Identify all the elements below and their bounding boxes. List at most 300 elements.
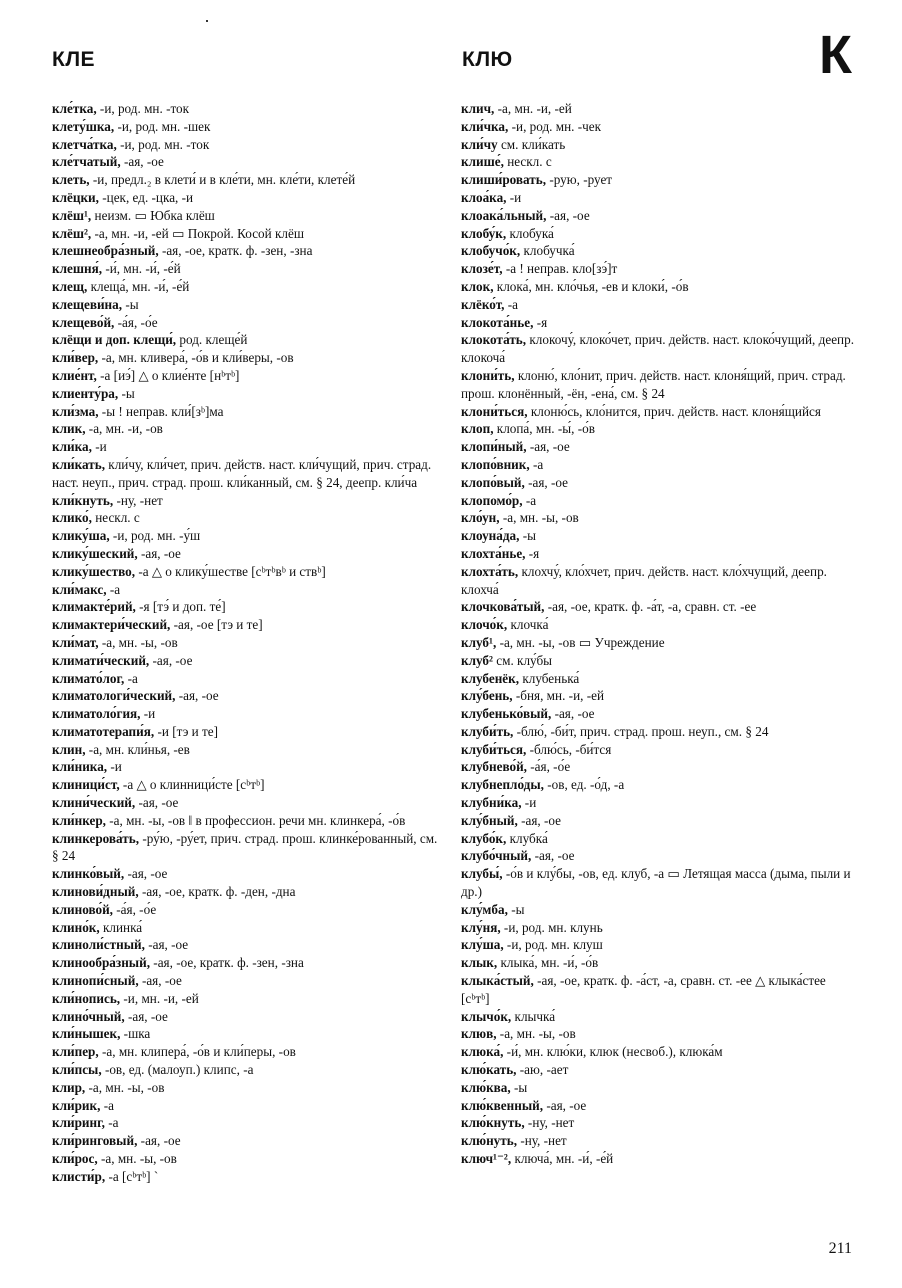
- dictionary-entry: [461, 563, 854, 599]
- right-column: [461, 100, 854, 1168]
- dictionary-entry: [461, 403, 854, 421]
- headword: клету́шка,: [52, 118, 115, 134]
- headword: клычо́к,: [461, 1008, 512, 1024]
- headword: клещеви́на,: [52, 296, 123, 312]
- entry-body: -а △ о клику́шестве [сᵇтᵇвᵇ и ствᵇ]: [135, 563, 326, 579]
- dictionary-entry: [461, 776, 854, 794]
- entry-body: -а: [522, 492, 537, 508]
- headword: кли́нкер,: [52, 812, 106, 828]
- headword: клинопи́сный,: [52, 973, 139, 989]
- dictionary-entry: [461, 901, 854, 919]
- dictionary-entry: [52, 954, 440, 972]
- entry-body: клычка́: [511, 1008, 556, 1024]
- entry-body: -а, мн. -ы, -ов: [98, 634, 178, 650]
- dictionary-entry: [461, 242, 854, 260]
- entry-body: -ая, -ое: [526, 439, 570, 455]
- dictionary-entry: [461, 171, 854, 189]
- entry-body: -и, род. мн. -шек: [114, 118, 211, 134]
- dictionary-entry: [52, 527, 440, 545]
- entry-body: -ы: [507, 901, 525, 917]
- headword: кли́макс,: [52, 581, 107, 597]
- headword: климатологи́ческий,: [52, 688, 176, 704]
- speck: [206, 20, 208, 22]
- entry-body: -о́в и клу́бы, -ов, ед. клуб, -а ▭ Летящая масса (дыма, пыли и др.): [461, 866, 851, 900]
- dictionary-entry: [52, 936, 440, 954]
- dictionary-entry: [52, 100, 440, 118]
- dictionary-entry: [52, 919, 440, 937]
- entry-body: ключа́, мн. -и́, -е́й: [511, 1151, 614, 1167]
- dictionary-entry: [52, 492, 440, 510]
- headword: клокота́нье,: [461, 314, 534, 330]
- dictionary-entry: [52, 207, 440, 225]
- page-number: 211: [828, 1240, 852, 1257]
- entry-body: см. клу́бы: [492, 652, 553, 668]
- headword: клочо́к,: [461, 617, 508, 633]
- running-head-right: КЛЮ: [462, 48, 513, 71]
- entry-body: клохчу́, кло́хчет, прич. действ. наст. кло́хчущий, деепр. клохча́: [461, 563, 827, 597]
- headword: клиенту́ра,: [52, 385, 119, 401]
- headword: клю́квенный,: [461, 1097, 544, 1113]
- entry-body: -ая, -ое: [124, 866, 168, 882]
- headword: кли́пер,: [52, 1044, 99, 1060]
- headword: клише́,: [461, 154, 504, 170]
- entry-body: род. клеще́й: [176, 332, 248, 348]
- headword: клуби́ться,: [461, 741, 527, 757]
- entry-body: -а, мн. -ы, -ов ▭ Учреждение: [496, 634, 665, 650]
- entry-body: -шка: [120, 1026, 151, 1042]
- dictionary-entry: [52, 634, 440, 652]
- headword: клёцки,: [52, 189, 99, 205]
- headword: клуби́ть,: [461, 723, 514, 739]
- headword: клыка́стый,: [461, 973, 534, 989]
- headword: клу́мба,: [461, 901, 508, 917]
- headword: клик,: [52, 421, 86, 437]
- entry-body: -и, род. мн. -ток: [96, 101, 190, 116]
- headword: кли́мат,: [52, 634, 99, 650]
- dictionary-entry: [52, 883, 440, 901]
- dictionary-entry: [52, 385, 440, 403]
- entry-body: -аю, -ает: [516, 1062, 569, 1078]
- headword: кли́ника,: [52, 759, 108, 775]
- entry-body: -а ! неправ. кло[зэ́]т: [502, 261, 618, 277]
- entry-body: -ая, -ое: [551, 706, 595, 722]
- entry-body: -ая, -ое: [149, 652, 193, 668]
- entry-body: -а [сᵇтᵇ] `: [105, 1168, 159, 1184]
- headword: клю́кнуть,: [461, 1115, 525, 1131]
- entry-body: -ру́ю, -ру́ет, прич. страд. прош. клинке́рованный, см. § 24: [52, 830, 438, 864]
- dictionary-entry: [52, 972, 440, 990]
- dictionary-entry: [52, 1114, 440, 1132]
- dictionary-entry: [461, 314, 854, 332]
- headword: клино́к,: [52, 919, 100, 935]
- dictionary-entry: [461, 474, 854, 492]
- headword: клозе́т,: [461, 261, 503, 277]
- entry-body: клокочу́, клоко́чет, прич. действ. наст. клоко́чущий, деепр. клокоча́: [461, 332, 855, 366]
- headword: клю́нуть,: [461, 1133, 518, 1149]
- dictionary-entry: [52, 598, 440, 616]
- headword: клинкерова́ть,: [52, 830, 140, 846]
- entry-body: -ая, -ое [тэ и те]: [170, 617, 263, 633]
- dictionary-entry: [52, 670, 440, 688]
- entry-body: клобука́: [506, 225, 554, 241]
- dictionary-entry: [461, 758, 854, 776]
- dictionary-entry: [52, 438, 440, 456]
- entry-body: -ая, -ое: [546, 207, 590, 223]
- dictionary-entry: [461, 527, 854, 545]
- dictionary-entry: [52, 1097, 440, 1115]
- headword: клоака́льный,: [461, 207, 547, 223]
- dictionary-entry: [461, 438, 854, 456]
- headword: клино́чный,: [52, 1008, 125, 1024]
- entry-body: -ая, -ое: [531, 848, 575, 864]
- headword: клу́ша,: [461, 937, 504, 953]
- entry-body: -ая, -ое, кратк. ф. -зен, -зна: [150, 955, 304, 971]
- entry-body: -а, мн. -и, -ей ▭ Покрой. Косой клёш: [91, 225, 304, 241]
- headword: клубнепло́ды,: [461, 777, 544, 793]
- dictionary-entry: [461, 670, 854, 688]
- entry-body: -ну, -нет: [113, 492, 163, 508]
- headword: клони́ть,: [461, 367, 515, 383]
- headword: клок,: [461, 278, 494, 294]
- dictionary-entry: [52, 1079, 440, 1097]
- entry-body: -а: [104, 1115, 119, 1131]
- dictionary-entry: [461, 812, 854, 830]
- headword: клык,: [461, 955, 498, 971]
- entry-body: клобучка́: [520, 243, 575, 259]
- dictionary-entry: [52, 296, 440, 314]
- headword: кли́вер,: [52, 350, 99, 366]
- dictionary-entry: [461, 278, 854, 296]
- dictionary-entry: [461, 509, 854, 527]
- dictionary-entry: [52, 652, 440, 670]
- headword: клеть,: [52, 172, 90, 188]
- entry-body: клубенька́: [519, 670, 580, 686]
- headword: кле́тчатый,: [52, 154, 121, 170]
- headword: клич,: [461, 101, 495, 116]
- headword: клику́шеский,: [52, 545, 138, 561]
- headword: клёщи и доп. клещи́,: [52, 332, 177, 348]
- headword: клубенько́вый,: [461, 706, 552, 722]
- section-letter: К: [819, 25, 852, 85]
- entry-body: -а, мн. -ы, -ов: [496, 1026, 576, 1042]
- dictionary-entry: [52, 616, 440, 634]
- dictionary-entry: [461, 972, 854, 1008]
- entry-body: -а́я, -о́е: [112, 901, 157, 917]
- entry-body: -а, мн. кли́нья, -ев: [85, 741, 190, 757]
- dictionary-entry: [461, 954, 854, 972]
- headword: кли́ка,: [52, 439, 92, 455]
- entry-body: -а: [100, 1097, 114, 1113]
- entry-body: -ая, -ое: [137, 1133, 181, 1149]
- left-column: [52, 100, 440, 1186]
- dictionary-entry: [461, 331, 854, 367]
- dictionary-entry: [461, 865, 854, 901]
- entry-body: клочка́: [507, 617, 549, 633]
- headword: клиници́ст,: [52, 777, 120, 793]
- headword: кли́ринговый,: [52, 1133, 138, 1149]
- headword: клику́ша,: [52, 528, 110, 544]
- headword: клопо́вый,: [461, 474, 525, 490]
- dictionary-entry: [461, 616, 854, 634]
- headword: кли́нопись,: [52, 990, 121, 1006]
- dictionary-entry: [461, 687, 854, 705]
- entry-body: -и́, мн. клю́ки, клюк (несвоб.), клюка́м: [503, 1044, 723, 1060]
- dictionary-entry: [52, 990, 440, 1008]
- dictionary-entry: [461, 260, 854, 278]
- headword: климатотерапи́я,: [52, 723, 155, 739]
- headword: клещ,: [52, 278, 88, 294]
- entry-body: -и: [91, 439, 107, 455]
- dictionary-entry: [461, 296, 854, 314]
- headword: клу́бень,: [461, 688, 513, 704]
- entry-body: -ы: [510, 1079, 528, 1095]
- headword: клоуна́да,: [461, 528, 520, 544]
- dictionary-entry: [52, 812, 440, 830]
- dictionary-entry: [461, 794, 854, 812]
- dictionary-entry: [461, 136, 854, 154]
- entry-body: см. кли́кать: [497, 136, 566, 152]
- entry-body: -блю́, -би́т, прич. страд. прош. неуп., см. § 24: [513, 723, 769, 739]
- entry-body: -цек, ед. -цка, -и: [98, 189, 194, 205]
- entry-body: -и: [107, 759, 122, 775]
- dictionary-entry: [52, 118, 440, 136]
- dictionary-entry: [461, 741, 854, 759]
- dictionary-entry: [52, 563, 440, 581]
- entry-body: -ая, -ое: [517, 812, 562, 828]
- dictionary-entry: [52, 420, 440, 438]
- entry-body: клинка́: [99, 919, 143, 935]
- headword: клир,: [52, 1079, 86, 1095]
- headword: клуб¹,: [461, 634, 497, 650]
- dictionary-entry: [52, 189, 440, 207]
- headword: клешнеобра́зный,: [52, 243, 159, 259]
- headword: клоа́ка,: [461, 189, 507, 205]
- headword: клин,: [52, 741, 86, 757]
- headword: кли́кнуть,: [52, 492, 114, 508]
- entry-body: -а, мн. -ы, -ов: [97, 1151, 177, 1167]
- dictionary-entry: [52, 794, 440, 812]
- entry-body: -а, мн. -и, -ов: [85, 421, 163, 437]
- headword: клещево́й,: [52, 314, 115, 330]
- headword: клубо́к,: [461, 830, 507, 846]
- headword: клисти́р,: [52, 1168, 106, 1184]
- dictionary-entry: [52, 1025, 440, 1043]
- headword: клюв,: [461, 1026, 497, 1042]
- dictionary-entry: [52, 456, 440, 492]
- headword: клю́кать,: [461, 1062, 517, 1078]
- headword: климати́ческий,: [52, 652, 150, 668]
- entry-body: -ы ! неправ. кли́[зᵇ]ма: [98, 403, 224, 419]
- headword: клочкова́тый,: [461, 599, 545, 615]
- dictionary-entry: [52, 260, 440, 278]
- dictionary-entry: [52, 367, 440, 385]
- entry-body: клеща́, мн. -и́, -е́й: [87, 278, 190, 294]
- headword: кли́чу: [461, 136, 498, 152]
- entry-body: -ая, -ое: [144, 937, 189, 953]
- entry-body: -и, род. мн. -чек: [508, 118, 602, 134]
- entry-body: -ну, -нет: [524, 1115, 575, 1131]
- dictionary-entry: [461, 100, 854, 118]
- dictionary-entry: [461, 1025, 854, 1043]
- dictionary-entry: [461, 1008, 854, 1026]
- headword: клёко́т,: [461, 296, 505, 312]
- entry-body: -ая, -ое: [137, 545, 181, 561]
- entry-body: -ая, -ое: [543, 1097, 587, 1113]
- dictionary-entry: [461, 153, 854, 171]
- headword: клубенёк,: [461, 670, 520, 686]
- entry-body: клоню́, кло́нит, прич. действ. наст. клоня́щий, прич. страд. прош. клонённый, -ён, -ена́, см. § 24: [461, 367, 846, 401]
- entry-body: нескл. с: [91, 510, 140, 526]
- entry-body: -ая, -ое: [175, 688, 219, 704]
- entry-body: -ая, -ое, кратк. ф. -а́т, -а, сравн. ст. -ее: [544, 599, 757, 615]
- headword: клику́шество,: [52, 563, 136, 579]
- entry-body: -рую, -рует: [546, 172, 613, 188]
- entry-body: -а, мн. -и, -ей: [494, 101, 572, 116]
- running-head-left: КЛЕ: [52, 48, 96, 71]
- dictionary-entry: [52, 830, 440, 866]
- dictionary-entry: [461, 936, 854, 954]
- entry-body: клубка́: [506, 830, 548, 846]
- entry-body: -а [иэ́] △ о клие́нте [нᵇтᵇ]: [96, 367, 240, 383]
- dictionary-entry: [52, 741, 440, 759]
- entry-body: -ая, -ое, кратк. ф. -зен, -зна: [158, 243, 313, 259]
- headword: клетча́тка,: [52, 136, 117, 152]
- entry-body: -и, род. мн. клуш: [503, 937, 603, 953]
- dictionary-entry: [461, 1132, 854, 1150]
- entry-body: -и, род. мн. -у́ш: [109, 528, 201, 544]
- entry-body: -и: [506, 189, 522, 205]
- dictionary-entry: [52, 1132, 440, 1150]
- dictionary-entry: [52, 1008, 440, 1026]
- dictionary-entry: [461, 420, 854, 438]
- entry-body: -ая, -ое, кратк. ф. -ден, -дна: [138, 884, 296, 900]
- entry-body: -а: [504, 296, 519, 312]
- headword: клуб²: [461, 652, 493, 668]
- dictionary-entry: [52, 687, 440, 705]
- headword: клохта́нье,: [461, 545, 526, 561]
- headword: кли́ринг,: [52, 1115, 105, 1131]
- entry-body: -ая, -ое: [120, 154, 164, 170]
- dictionary-entry: [461, 847, 854, 865]
- headword: кли́нышек,: [52, 1026, 121, 1042]
- headword: клобучо́к,: [461, 243, 521, 259]
- entry-body: -блю́сь, -би́тся: [526, 741, 612, 757]
- dictionary-entry: [461, 634, 854, 652]
- headword: клубы́,: [461, 866, 503, 882]
- headword: клубни́ка,: [461, 795, 522, 811]
- headword: клони́ться,: [461, 403, 528, 419]
- entry-body: клыка́, мн. -и́, -о́в: [497, 955, 599, 971]
- entry-body: -я: [533, 314, 548, 330]
- dictionary-entry: [52, 723, 440, 741]
- entry-body: -ов, ед. (малоуп.) клипс, -а: [101, 1062, 254, 1078]
- headword: климактери́ческий,: [52, 617, 171, 633]
- dictionary-entry: [52, 153, 440, 171]
- entry-body: -а́я, -о́е: [526, 759, 571, 775]
- headword: клу́бный,: [461, 812, 518, 828]
- entry-body: -ая, -ое: [524, 474, 568, 490]
- dictionary-entry: [461, 723, 854, 741]
- dictionary-entry: [52, 581, 440, 599]
- dictionary-entry: [52, 1168, 440, 1186]
- dictionary-entry: [461, 652, 854, 670]
- entry-body: -а △ о клинници́сте [сᵇтᵇ]: [119, 777, 265, 793]
- dictionary-entry: [52, 705, 440, 723]
- entry-body: -ая, -ое, кратк. ф. -а́ст, -а, сравн. ст. -ее △ клыка́стее [сᵇтᵇ]: [461, 973, 826, 1006]
- headword: клюка́,: [461, 1044, 504, 1060]
- dictionary-entry: [461, 118, 854, 136]
- dictionary-entry: [52, 278, 440, 296]
- headword: кли́кать,: [52, 456, 105, 472]
- dictionary-entry: [52, 901, 440, 919]
- entry-body: -а, мн. клипера́, -о́в и кли́перы, -ов: [98, 1044, 296, 1060]
- headword: клопомо́р,: [461, 492, 523, 508]
- entry-body: -и [тэ и те]: [154, 723, 219, 739]
- entry-body: -ну, -нет: [517, 1133, 567, 1149]
- entry-body: кли́чу, кли́чет, прич. действ. наст. кли́чущий, прич. страд. наст. неуп., прич. страд. прош. кли́канный, см. § 24, деепр. кли́ча: [52, 456, 432, 490]
- headword: клубо́чный,: [461, 848, 532, 864]
- headword: клохта́ть,: [461, 563, 519, 579]
- entry-body: клока́, мн. кло́чья, -ев и клоки́, -о́в: [493, 278, 689, 294]
- entry-body: -а: [124, 670, 138, 686]
- headword: клу́ня,: [461, 919, 501, 935]
- entry-body: -и: [521, 795, 537, 811]
- dictionary-entry: [461, 545, 854, 563]
- headword: клинoли́стный,: [52, 937, 145, 953]
- headword: клокота́ть,: [461, 332, 527, 348]
- entry-body: клопа́, мн. -ы́, -о́в: [493, 421, 595, 437]
- entry-body: -а́я, -о́е: [114, 314, 158, 330]
- dictionary-entry: [461, 1079, 854, 1097]
- entry-body: нескл. с: [503, 154, 552, 170]
- dictionary-entry: [52, 403, 440, 421]
- headword: кли́зма,: [52, 403, 99, 419]
- headword: клоп,: [461, 421, 494, 437]
- headword: клёш²,: [52, 225, 92, 241]
- dictionary-entry: [52, 1061, 440, 1079]
- dictionary-entry: [52, 776, 440, 794]
- dictionary-entry: [461, 1043, 854, 1061]
- headword: клиново́й,: [52, 901, 113, 917]
- headword: климато́лог,: [52, 670, 125, 686]
- dictionary-entry: [52, 242, 440, 260]
- dictionary-entry: [52, 136, 440, 154]
- headword: клобу́к,: [461, 225, 507, 241]
- headword: клие́нт,: [52, 367, 97, 383]
- entry-body: -ая, -ое: [138, 973, 182, 989]
- dictionary-entry: [461, 225, 854, 243]
- dictionary-entry: [52, 545, 440, 563]
- headword: клинко́вый,: [52, 866, 125, 882]
- headword: клубнево́й,: [461, 759, 527, 775]
- headword: клешня́,: [52, 261, 103, 277]
- dictionary-entry: [461, 598, 854, 616]
- entry-body: -ы: [519, 528, 536, 544]
- entry-body: -и, род. мн. клунь: [500, 919, 603, 935]
- entry-body: -ая, -ое: [124, 1008, 168, 1024]
- entry-body: неизм. ▭ Юбка клёш: [91, 207, 215, 223]
- dictionary-entry: [52, 1150, 440, 1168]
- dictionary-entry: [461, 492, 854, 510]
- dictionary-entry: [52, 865, 440, 883]
- headword: клёш¹,: [52, 207, 92, 223]
- entry-body: -а, мн. -ы, -ов: [499, 510, 579, 526]
- entry-body: -и, предл.₂ в клети́ и в кле́ти, мн. кле́ти, клете́й: [89, 172, 356, 188]
- entry-body: -а: [529, 456, 544, 472]
- headword: климакте́рий,: [52, 599, 136, 615]
- dictionary-entry: [52, 314, 440, 332]
- dictionary-entry: [461, 919, 854, 937]
